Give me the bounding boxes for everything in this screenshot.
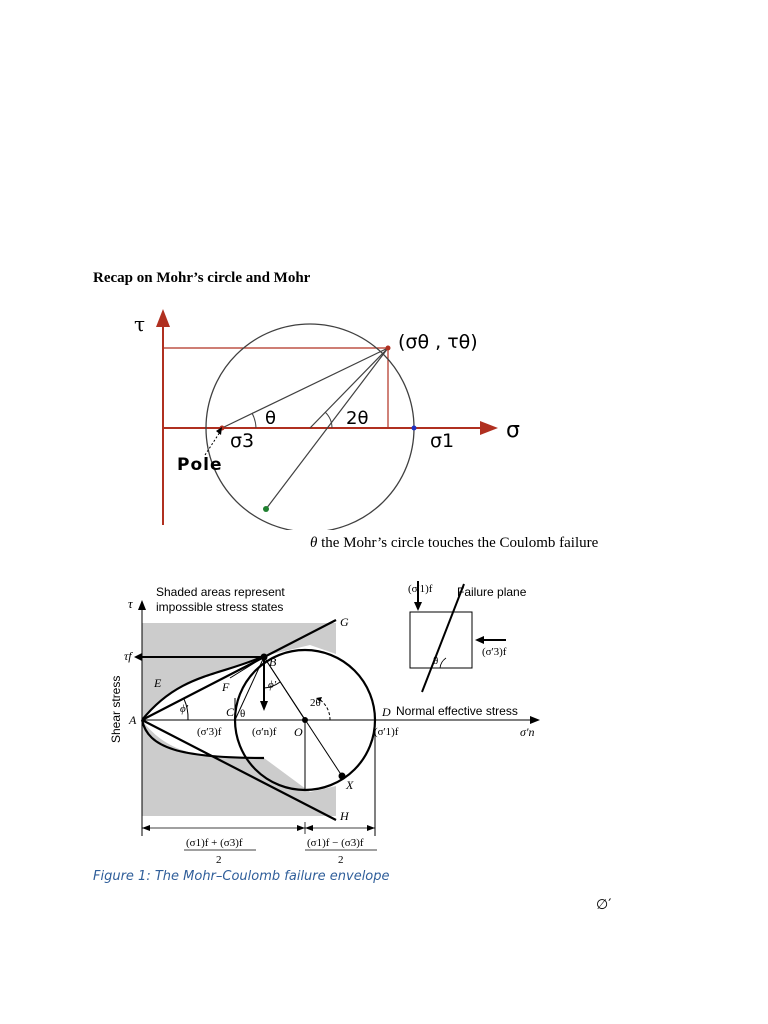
dim-left-numerator: (σ1)f + (σ3)f [186,837,243,849]
note-text: the Mohr’s circle touches the Coulomb failure [317,535,599,551]
theta-arc [252,413,256,428]
label-f: F [222,680,230,694]
stress-point-label: (σθ , τθ) [398,331,478,353]
inset-element [410,612,472,668]
mohr-coulomb-figure [100,578,560,866]
sigma-nf-label: (σ'n)f [252,726,277,738]
two-theta-label: 2θ [346,408,369,429]
dim-right-arrow-b [367,825,375,831]
phi-label: ϕ' [180,703,189,715]
label-g: G [340,615,349,629]
tau-axis-arrow [138,600,146,610]
sigma1-point [412,426,417,431]
tau-axis-arrow [156,309,170,327]
inset-sigma1-arrow-head [414,602,422,611]
note-theta-symbol: θ [310,535,318,551]
label-b: B [269,655,277,669]
dim-right-arrow-a [305,825,313,831]
dim-left-denominator: 2 [216,854,222,866]
tau-axis-label: τ [134,312,146,336]
bottom-point [263,506,269,512]
sigma3-label: σ3 [230,430,255,452]
sigma-axis-arrow [530,716,540,724]
section-heading: Recap on Mohr’s circle and Mohr [93,270,311,286]
inset-sigma1-label: (σ'1)f [408,583,433,595]
point-x [339,773,346,780]
tau-f-label: τf [124,649,132,663]
tau-axis-label: τ [128,596,133,611]
inset-failure-plane [422,584,464,692]
point-o [302,717,308,723]
sigma-n-axis-label: σ'n [520,725,535,739]
dim-right-numerator: (σ1)f − (σ3)f [307,837,364,849]
phi-label-b: ϕ' [268,679,277,691]
phi-prime-symbol: ∅′ [596,897,612,913]
two-theta-label: 2θ [310,697,321,709]
sigma3f-label: (σ'3)f [197,726,222,738]
theta-label: θ [265,408,277,429]
pole-label: Pole [177,455,223,475]
sigma1-label: σ1 [430,430,455,452]
dim-left-arrow-b [297,825,305,831]
inset-theta-arc [440,658,446,668]
sigma-axis-label: σ [506,418,520,443]
shaded-note-line1: Shaded areas represent [156,585,285,599]
label-d: D [382,705,391,719]
label-h: H [340,809,349,823]
theta-label: θ [240,708,246,720]
inset-sigma3-arrow-head [475,636,484,644]
sigma-axis-arrow [480,421,498,435]
label-x: X [346,778,354,792]
label-c: C [226,705,235,719]
shaded-note-line2: impossible stress states [156,600,284,614]
stress-point [386,346,391,351]
dim-right-denominator: 2 [338,854,344,866]
mohr-circle-figure [120,305,540,530]
label-o: O [294,725,303,739]
tau-f-arrow [134,653,142,661]
normal-effective-stress-label: Normal effective stress [396,704,518,718]
dim-left-arrow-a [142,825,150,831]
label-a: A [129,713,137,727]
figure-caption: Figure 1: The Mohr–Coulomb failure envelope [93,869,390,884]
inset-title: Failure plane [457,585,527,599]
point-b [261,654,268,661]
label-e: E [154,676,162,690]
theta-note [310,535,598,552]
sigma1f-label: (σ'1)f [374,726,399,738]
inset-sigma3-label: (σ'3)f [482,646,507,658]
inset-theta-label: θ [433,655,439,667]
shear-stress-label: Shear stress [109,675,123,743]
